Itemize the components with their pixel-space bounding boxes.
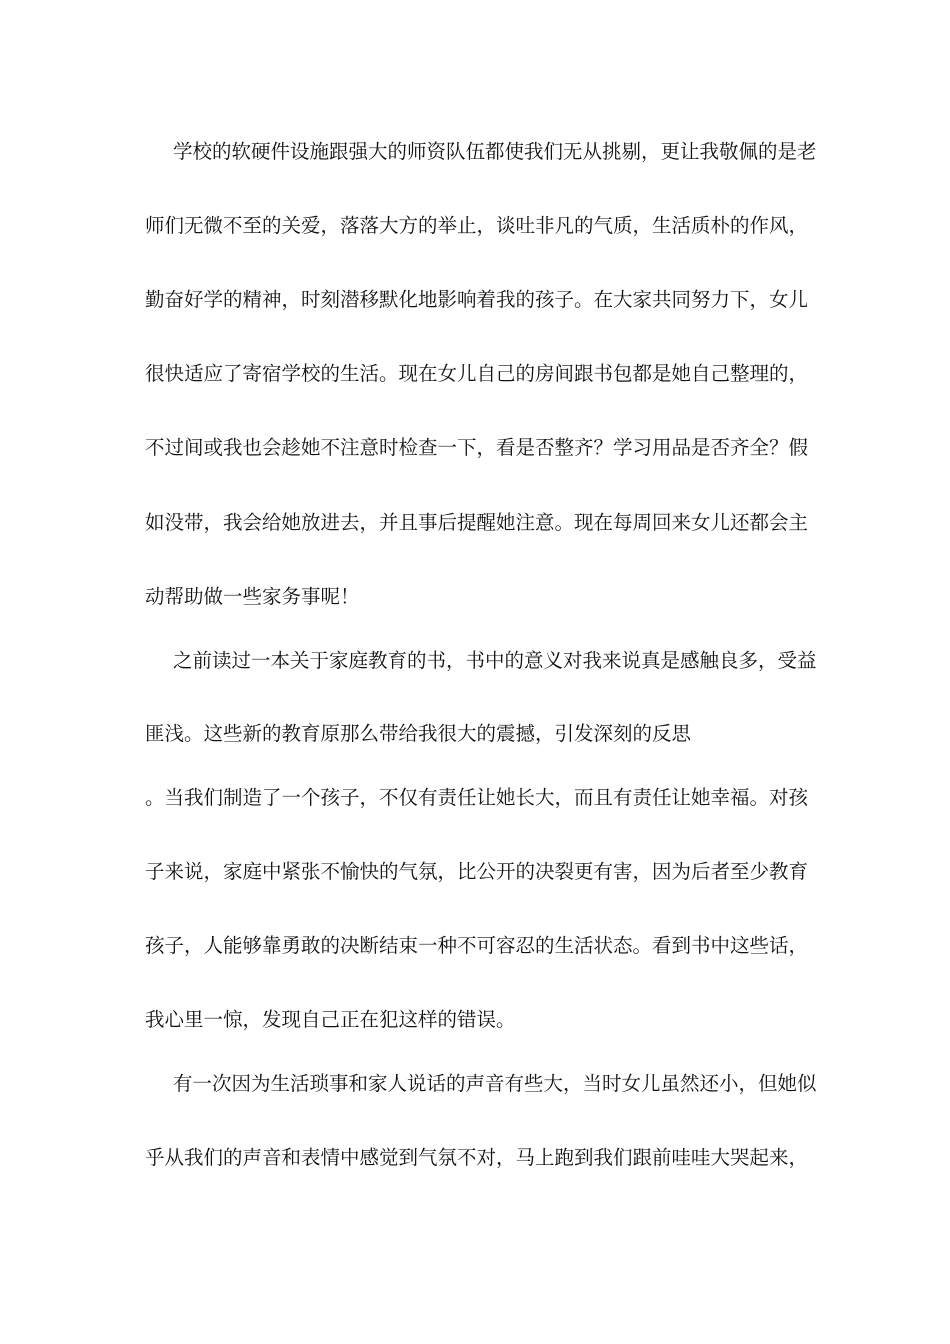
paragraph-line: 乎从我们的声音和表情中感觉到气氛不对，马上跑到我们跟前哇哇大哭起来， (145, 1146, 809, 1169)
paragraph-line: 如没带，我会给她放进去，并且事后提醒她注意。现在每周回来女儿还都会主 (145, 511, 809, 534)
paragraph-line: 。当我们制造了一个孩子，不仅有责任让她长大，而且有责任让她幸福。对孩 (145, 786, 809, 809)
paragraph-line: 动帮助做一些家务事呢！ (145, 585, 360, 608)
paragraph-line: 学校的软硬件设施跟强大的师资队伍都使我们无从挑剔，更让我敬佩的是老 (173, 140, 817, 163)
paragraph-line: 勤奋好学的精神，时刻潜移默化地影响着我的孩子。在大家共同努力下，女儿 (145, 288, 809, 311)
paragraph-line: 不过间或我也会趁她不注意时检查一下，看是否整齐？学习用品是否齐全？假 (145, 436, 809, 459)
paragraph-line: 之前读过一本关于家庭教育的书，书中的意义对我来说真是感触良多，受益 (173, 649, 817, 672)
paragraph-line: 子来说，家庭中紧张不愉快的气氛，比公开的决裂更有害，因为后者至少教育 (145, 860, 809, 883)
paragraph-line: 有一次因为生活琐事和家人说话的声音有些大，当时女儿虽然还小，但她似 (173, 1072, 817, 1095)
paragraph-line: 孩子，人能够靠勇敢的决断结束一种不可容忍的生活状态。看到书中这些话， (145, 934, 809, 957)
paragraph-line: 师们无微不至的关爱，落落大方的举止，谈吐非凡的气质，生活质朴的作风， (145, 214, 809, 237)
paragraph-line: 我心里一惊，发现自己正在犯这样的错误。 (145, 1008, 516, 1031)
paragraph-line: 匪浅。这些新的教育原那么带给我很大的震撼，引发深刻的反思 (145, 722, 692, 745)
paragraph-line: 很快适应了寄宿学校的生活。现在女儿自己的房间跟书包都是她自己整理的， (145, 362, 809, 385)
